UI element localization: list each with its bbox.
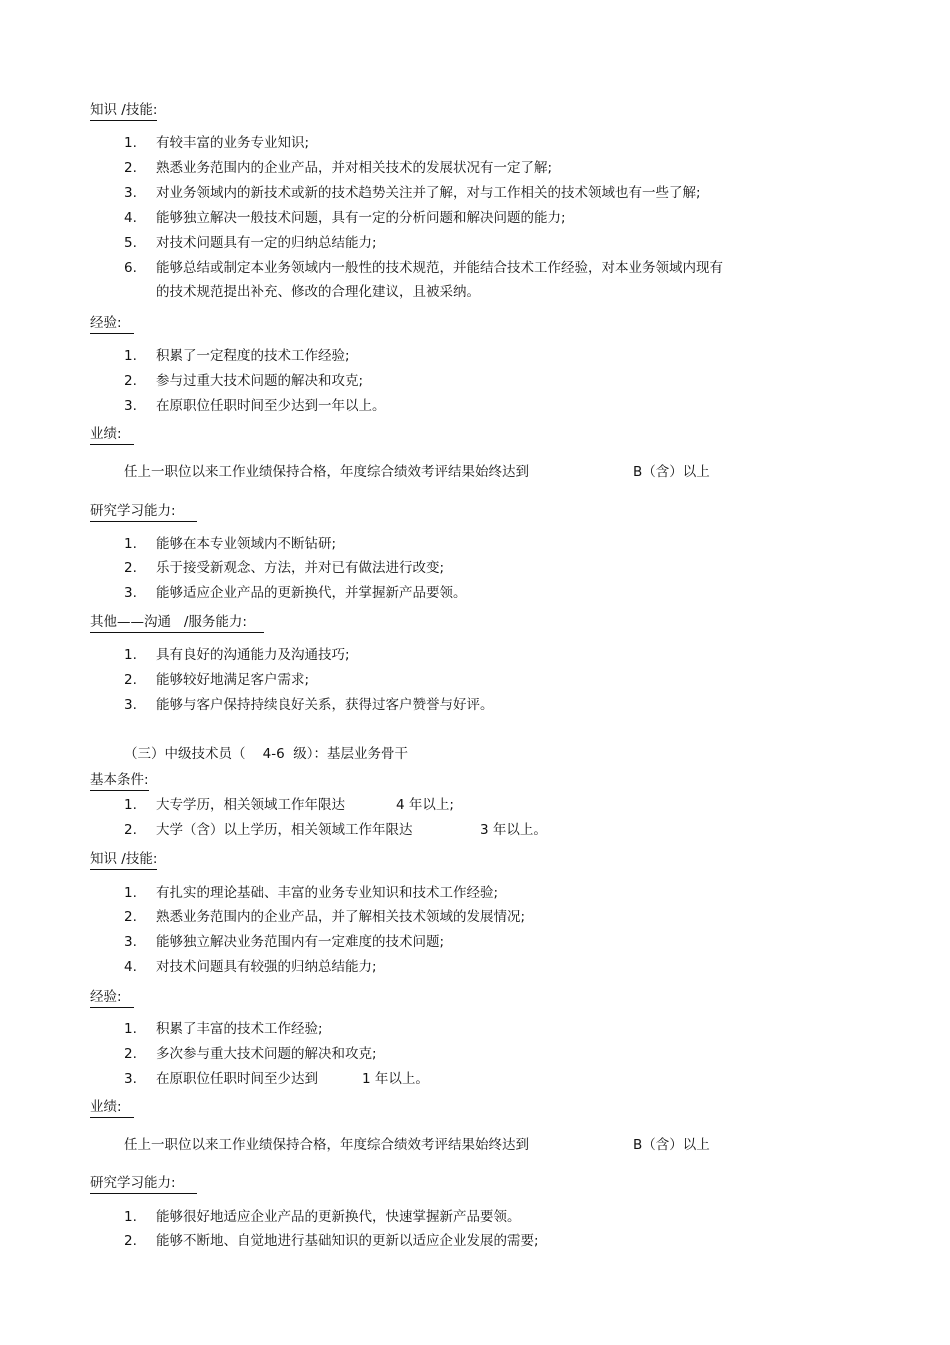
section-heading-performance: 业绩: (90, 1098, 134, 1118)
performance-grade: B（含）以上 (633, 1137, 710, 1153)
list-item: 对业务领域内的新技术或新的技术趋势关注并了解，对与工作相关的技术领域也有一些了解; (156, 185, 701, 201)
list-item-value: 4 年以上; (396, 797, 454, 813)
list-number: 3. (124, 585, 137, 601)
list-item: 对技术问题具有较强的归纳总结能力; (156, 959, 377, 975)
list-item: 在原职位任职时间至少达到一年以上。 (156, 398, 386, 414)
list-item: 能够较好地满足客户需求; (156, 672, 310, 688)
list-item: 能够不断地、自觉地进行基础知识的更新以适应企业发展的需要; (156, 1233, 539, 1249)
performance-text: 任上一职位以来工作业绩保持合格，年度综合绩效考评结果始终达到 (124, 1137, 529, 1153)
list-number: 1. (124, 348, 137, 364)
list-item: 大专学历，相关领域工作年限达 (156, 797, 345, 813)
list-number: 2. (124, 160, 137, 176)
list-item: 能够与客户保持持续良好关系，获得过客户赞誉与好评。 (156, 697, 494, 713)
section-heading-learning: 研究学习能力: (90, 502, 197, 522)
list-number: 3. (124, 1071, 137, 1087)
list-number: 5. (124, 235, 137, 251)
list-item: 乐于接受新观念、方法，并对已有做法进行改变; (156, 560, 445, 576)
list-item: 积累了一定程度的技术工作经验; (156, 348, 350, 364)
list-number: 3. (124, 934, 137, 950)
list-item-value: 3 年以上。 (480, 822, 547, 838)
list-item: 有较丰富的业务专业知识; (156, 135, 310, 151)
list-item: 大学（含）以上学历，相关领域工作年限达 (156, 822, 413, 838)
performance-text: 任上一职位以来工作业绩保持合格，年度综合绩效考评结果始终达到 (124, 464, 529, 480)
level-title: （三）中级技术员（ 4-6 级）：基层业务骨干 (124, 746, 409, 762)
section-heading-experience: 经验: (90, 988, 134, 1008)
list-number: 1. (124, 1021, 137, 1037)
list-item: 在原职位任职时间至少达到 (156, 1071, 318, 1087)
list-item-continuation: 的技术规范提出补充、修改的合理化建议，且被采纳。 (156, 284, 480, 300)
list-item: 能够很好地适应企业产品的更新换代，快速掌握新产品要领。 (156, 1209, 521, 1225)
list-number: 6. (124, 260, 137, 276)
list-number: 3. (124, 185, 137, 201)
list-item: 多次参与重大技术问题的解决和攻克; (156, 1046, 377, 1062)
list-number: 2. (124, 560, 137, 576)
section-heading-learning: 研究学习能力: (90, 1174, 197, 1194)
list-number: 1. (124, 797, 137, 813)
list-number: 1. (124, 135, 137, 151)
section-heading-experience: 经验: (90, 314, 134, 334)
list-item: 对技术问题具有一定的归纳总结能力; (156, 235, 377, 251)
list-number: 2. (124, 822, 137, 838)
list-item: 熟悉业务范围内的企业产品，并对相关技术的发展状况有一定了解; (156, 160, 553, 176)
list-item: 能够在本专业领域内不断钻研; (156, 536, 337, 552)
list-number: 1. (124, 1209, 137, 1225)
list-number: 1. (124, 885, 137, 901)
performance-grade: B（含）以上 (633, 464, 710, 480)
list-item: 有扎实的理论基础、丰富的业务专业知识和技术工作经验; (156, 885, 499, 901)
list-number: 2. (124, 1233, 137, 1249)
list-item: 能够独立解决一般技术问题，具有一定的分析问题和解决问题的能力; (156, 210, 566, 226)
list-item: 能够总结或制定本业务领域内一般性的技术规范，并能结合技术工作经验，对本业务领域内现有 (156, 260, 723, 276)
list-number: 3. (124, 398, 137, 414)
section-heading-communication: 其他——沟通 /服务能力: (90, 613, 264, 633)
list-number: 2. (124, 909, 137, 925)
list-number: 2. (124, 1046, 137, 1062)
section-heading-performance: 业绩: (90, 425, 134, 445)
list-item: 能够适应企业产品的更新换代，并掌握新产品要领。 (156, 585, 467, 601)
list-item: 能够独立解决业务范围内有一定难度的技术问题; (156, 934, 445, 950)
list-number: 4. (124, 959, 137, 975)
list-number: 4. (124, 210, 137, 226)
list-item: 具有良好的沟通能力及沟通技巧; (156, 647, 350, 663)
list-number: 1. (124, 536, 137, 552)
list-item-value: 1 年以上。 (362, 1071, 429, 1087)
list-item: 熟悉业务范围内的企业产品，并了解相关技术领域的发展情况; (156, 909, 526, 925)
list-number: 3. (124, 697, 137, 713)
list-number: 2. (124, 672, 137, 688)
list-number: 1. (124, 647, 137, 663)
section-heading-knowledge: 知识 /技能: (90, 101, 157, 121)
list-number: 2. (124, 373, 137, 389)
list-item: 参与过重大技术问题的解决和攻克; (156, 373, 364, 389)
list-item: 积累了丰富的技术工作经验; (156, 1021, 323, 1037)
section-heading-knowledge: 知识 /技能: (90, 850, 157, 870)
section-heading-basic: 基本条件: (90, 771, 149, 791)
